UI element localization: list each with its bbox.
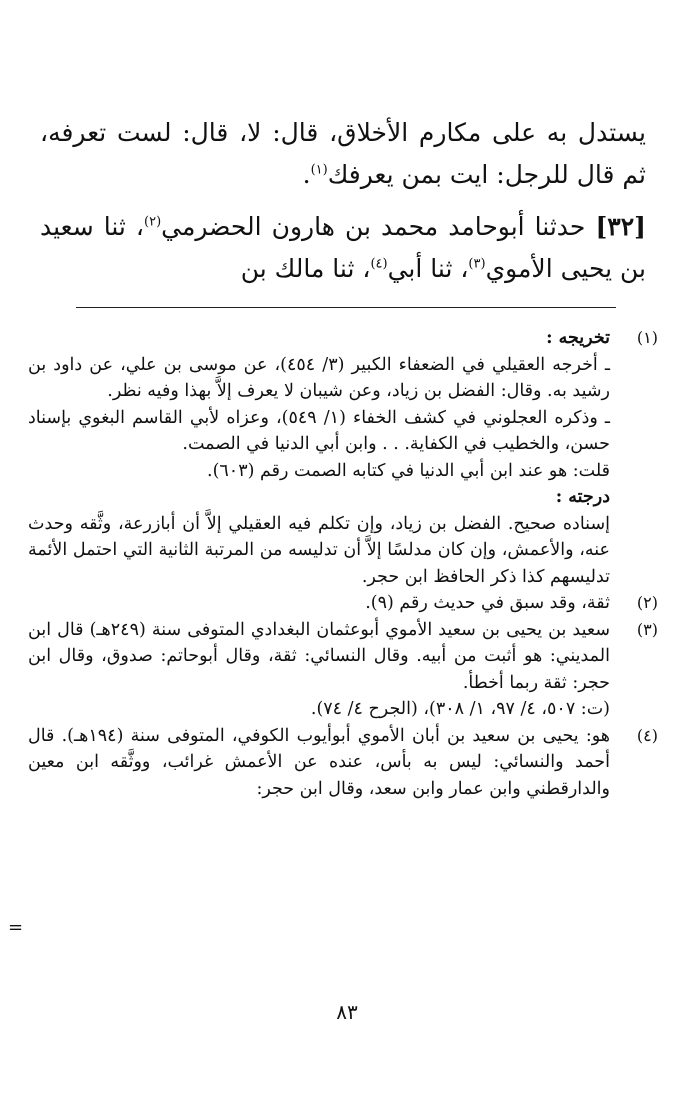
footnote-body bbox=[28, 723, 610, 803]
hadith-number: [٣٢] bbox=[595, 212, 646, 241]
footnote-body bbox=[28, 325, 610, 590]
continuation-mark: = bbox=[8, 917, 24, 938]
footnote-line: هو: يحيى بن سعيد بن أبان الأموي أبوأيوب الكوفي، المتوفى سنة (١٩٤هـ). قال أحمد والنسائي: ليس به بأس، عنده عن الأعمش غرائب، ووثَّقه ابن معين والدارقطني وابن عمار وابن سعد، وقال ابن حجر: bbox=[28, 725, 610, 799]
footnote-line: ثقة، وقد سبق في حديث رقم (٩). bbox=[365, 593, 610, 613]
footnotes bbox=[28, 325, 658, 802]
footnote-line: إسناده صحيح. الفضل بن زياد، وإن تكلم فيه العقيلي إلاَّ أن أبازرعة، وثَّقه وحدث عنه، والأعمش، وإن كان مدلسًا إلاَّ أن تدليسه من المرتبة الثانية التي احتمل الأئمة تدليسهم كذا ذكر الحافظ ابن حجر. bbox=[28, 513, 610, 587]
footnote-body bbox=[28, 590, 610, 617]
paragraph-1-end: . bbox=[302, 160, 311, 189]
footnote-3 bbox=[28, 617, 658, 723]
footnote-ref-1: (١) bbox=[310, 162, 328, 178]
paragraph-1-text: يستدل به على مكارم الأخلاق، قال: لا، قال: لست تعرفه، ثم قال للرجل: ايت بمن يعرفك bbox=[40, 118, 646, 189]
footnote-line: سعيد بن يحيى بن سعيد الأموي أبوعثمان البغدادي المتوفى سنة (٢٤٩هـ) قال ابن المديني: هو أثبت من أبيه. وقال النسائي: ثقة، وقال أبوحاتم: صدوق، وقال ابن حجر: ثقة ربما أخطأ. bbox=[28, 619, 610, 693]
footnote-line: قلت: هو عند ابن أبي الدنيا في كتابه الصمت رقم (٦٠٣). bbox=[207, 460, 610, 481]
hadith-text-3: ، ثنا أبي bbox=[387, 254, 469, 283]
hadith-text-1: حدثنا أبوحامد محمد بن هارون الحضرمي bbox=[161, 212, 586, 241]
footnote-number: (٤) bbox=[636, 725, 658, 745]
footnote-separator bbox=[76, 307, 616, 308]
footnote-line: ـ أخرجه العقيلي في الضعفاء الكبير (٣/ ٤٥٤)، عن موسى بن علي، عن داود بن رشيد به. وقال: الفضل بن زياد، وعن شيبان لا يعرف إلاَّ بهذا وفيه نظر. bbox=[28, 354, 610, 401]
footnote-ref-2: (٢) bbox=[144, 214, 162, 230]
main-text bbox=[40, 112, 646, 290]
hadith-text-4: ، ثنا مالك بن bbox=[240, 254, 371, 283]
hadith-text-2: ، ثنا سعيد بن يحيى الأموي bbox=[40, 212, 646, 283]
footnote-ref-3: (٣) bbox=[468, 256, 486, 272]
footnote-4 bbox=[28, 723, 658, 803]
takhrij-heading: تخريجه : bbox=[546, 328, 610, 348]
footnote-2 bbox=[28, 590, 658, 617]
footnote-number: (٢) bbox=[636, 593, 658, 612]
footnote-1 bbox=[28, 325, 658, 590]
footnote-number: (١) bbox=[636, 328, 658, 347]
footnote-number: (٣) bbox=[636, 619, 658, 639]
grade-heading: درجته : bbox=[555, 487, 610, 507]
footnote-line: (ت: ٥٠٧، ٤/ ٩٧، ١/ ٣٠٨)، (الجرح ٤/ ٧٤). bbox=[310, 699, 610, 719]
page-number: ٨٣ bbox=[336, 1000, 358, 1024]
footnote-line: ـ وذكره العجلوني في كشف الخفاء (١/ ٥٤٩)، وعزاه لأبي القاسم البغوي بإسناد حسن، والخطيب في الكفاية. . . وابن أبي الدنيا في الصمت. bbox=[28, 407, 611, 454]
footnote-ref-4: (٤) bbox=[370, 256, 388, 272]
hadith-paragraph bbox=[40, 206, 646, 290]
footnote-body bbox=[28, 617, 610, 723]
paragraph-1 bbox=[40, 112, 646, 196]
